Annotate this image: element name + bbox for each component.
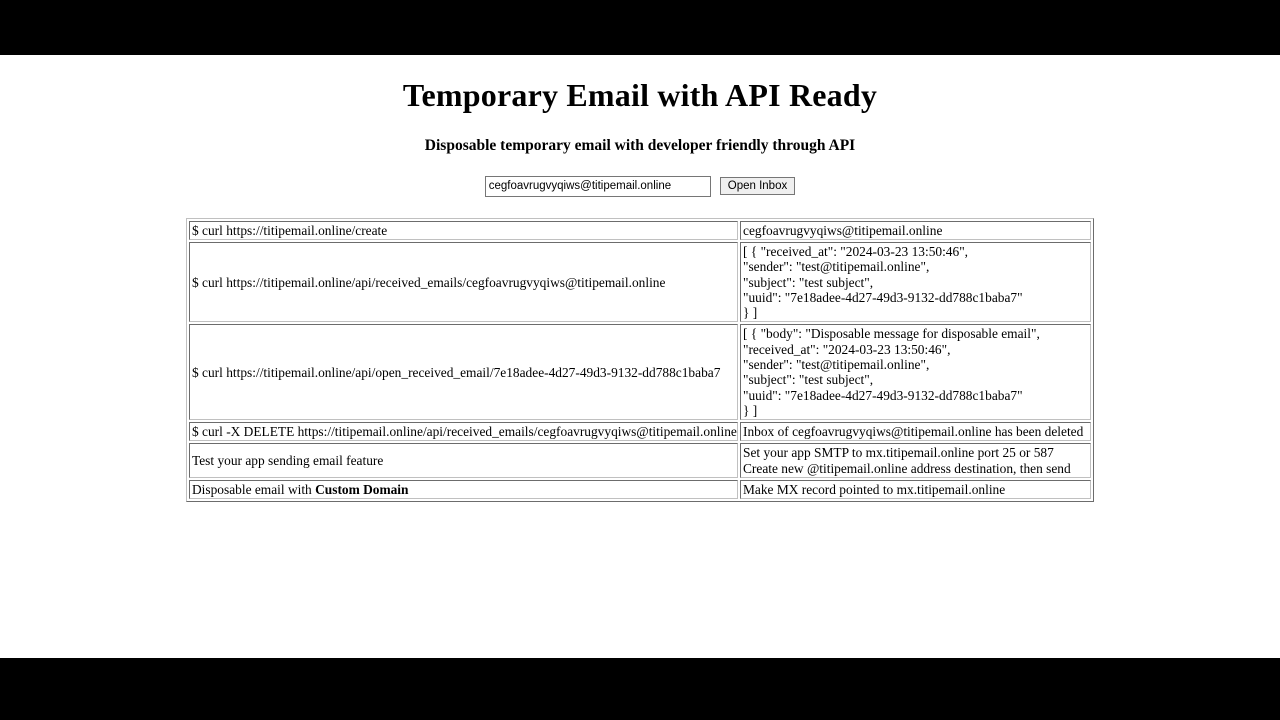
table-row	[189, 443, 1091, 478]
table-cell-response	[740, 443, 1091, 478]
request-text-prefix: Disposable email with	[192, 482, 316, 498]
email-form	[0, 176, 1280, 197]
response-line: "uuid": "7e18adee-4d27-49d3-9132-dd788c1baba7"	[743, 387, 1023, 403]
response-line: } ]	[743, 305, 758, 321]
open-inbox-button[interactable]: Open Inbox	[720, 177, 795, 195]
table-cell-response	[740, 221, 1091, 240]
response-line: "sender": "test@titipemail.online",	[743, 356, 930, 372]
response-line: Set your app SMTP to mx.titipemail.online port 25 or 587	[743, 445, 1054, 461]
request-line	[192, 482, 735, 497]
table-cell-request	[189, 221, 738, 240]
response-line: Inbox of cegfoavrugvyqiws@titipemail.online has been deleted	[743, 424, 1084, 440]
table-cell-response	[740, 480, 1091, 499]
table-row	[189, 242, 1091, 322]
response-line: } ]	[743, 402, 758, 418]
response-line: [ { "body": "Disposable message for disposable email",	[743, 326, 1040, 342]
response-line: Make MX record pointed to mx.titipemail.online	[743, 482, 1006, 498]
request-line: Test your app sending email feature	[192, 453, 384, 469]
table-cell-response	[740, 242, 1091, 322]
table-row	[189, 324, 1091, 420]
table-row	[189, 221, 1091, 240]
response-line: [ { "received_at": "2024-03-23 13:50:46",	[743, 243, 969, 259]
table-cell-request	[189, 242, 738, 322]
response-line: "uuid": "7e18adee-4d27-49d3-9132-dd788c1baba7"	[743, 289, 1023, 305]
table-cell-request	[189, 324, 738, 420]
table-row	[189, 422, 1091, 441]
api-examples-table-wrapper	[0, 218, 1280, 503]
page-subtitle: Disposable temporary email with developer friendly through API	[424, 136, 856, 154]
request-line: $ curl https://titipemail.online/create	[192, 222, 388, 238]
table-cell-request	[189, 422, 738, 441]
response-line: cegfoavrugvyqiws@titipemail.online	[743, 222, 943, 238]
letterbox-top-bar	[0, 0, 1280, 55]
api-examples-table-body	[189, 221, 1091, 500]
table-cell-request	[189, 443, 738, 478]
request-line: $ curl https://titipemail.online/api/received_emails/cegfoavrugvyqiws@titipemail.online	[192, 274, 666, 290]
response-line: Create new @titipemail.online address destination, then send	[743, 460, 1071, 476]
custom-domain-emphasis: Custom Domain	[315, 482, 409, 498]
response-line: "subject": "test subject",	[743, 274, 874, 290]
request-line: $ curl -X DELETE https://titipemail.online/api/received_emails/cegfoavrugvyqiws@titipemail.online	[192, 424, 737, 440]
response-line: "received_at": "2024-03-23 13:50:46",	[743, 341, 951, 357]
page-title: Temporary Email with API Ready	[402, 77, 878, 113]
response-line: "sender": "test@titipemail.online",	[743, 259, 930, 275]
table-cell-response	[740, 324, 1091, 420]
response-line: "subject": "test subject",	[743, 372, 874, 388]
table-row	[189, 480, 1091, 499]
table-cell-response	[740, 422, 1091, 441]
email-address-input[interactable]	[485, 176, 711, 197]
api-examples-table	[186, 218, 1094, 503]
letterbox-bottom-bar	[0, 658, 1280, 720]
request-line: $ curl https://titipemail.online/api/open_received_email/7e18adee-4d27-49d3-9132-dd788c1baba7	[192, 364, 721, 380]
page-content	[0, 55, 1280, 658]
table-cell-request	[189, 480, 738, 499]
